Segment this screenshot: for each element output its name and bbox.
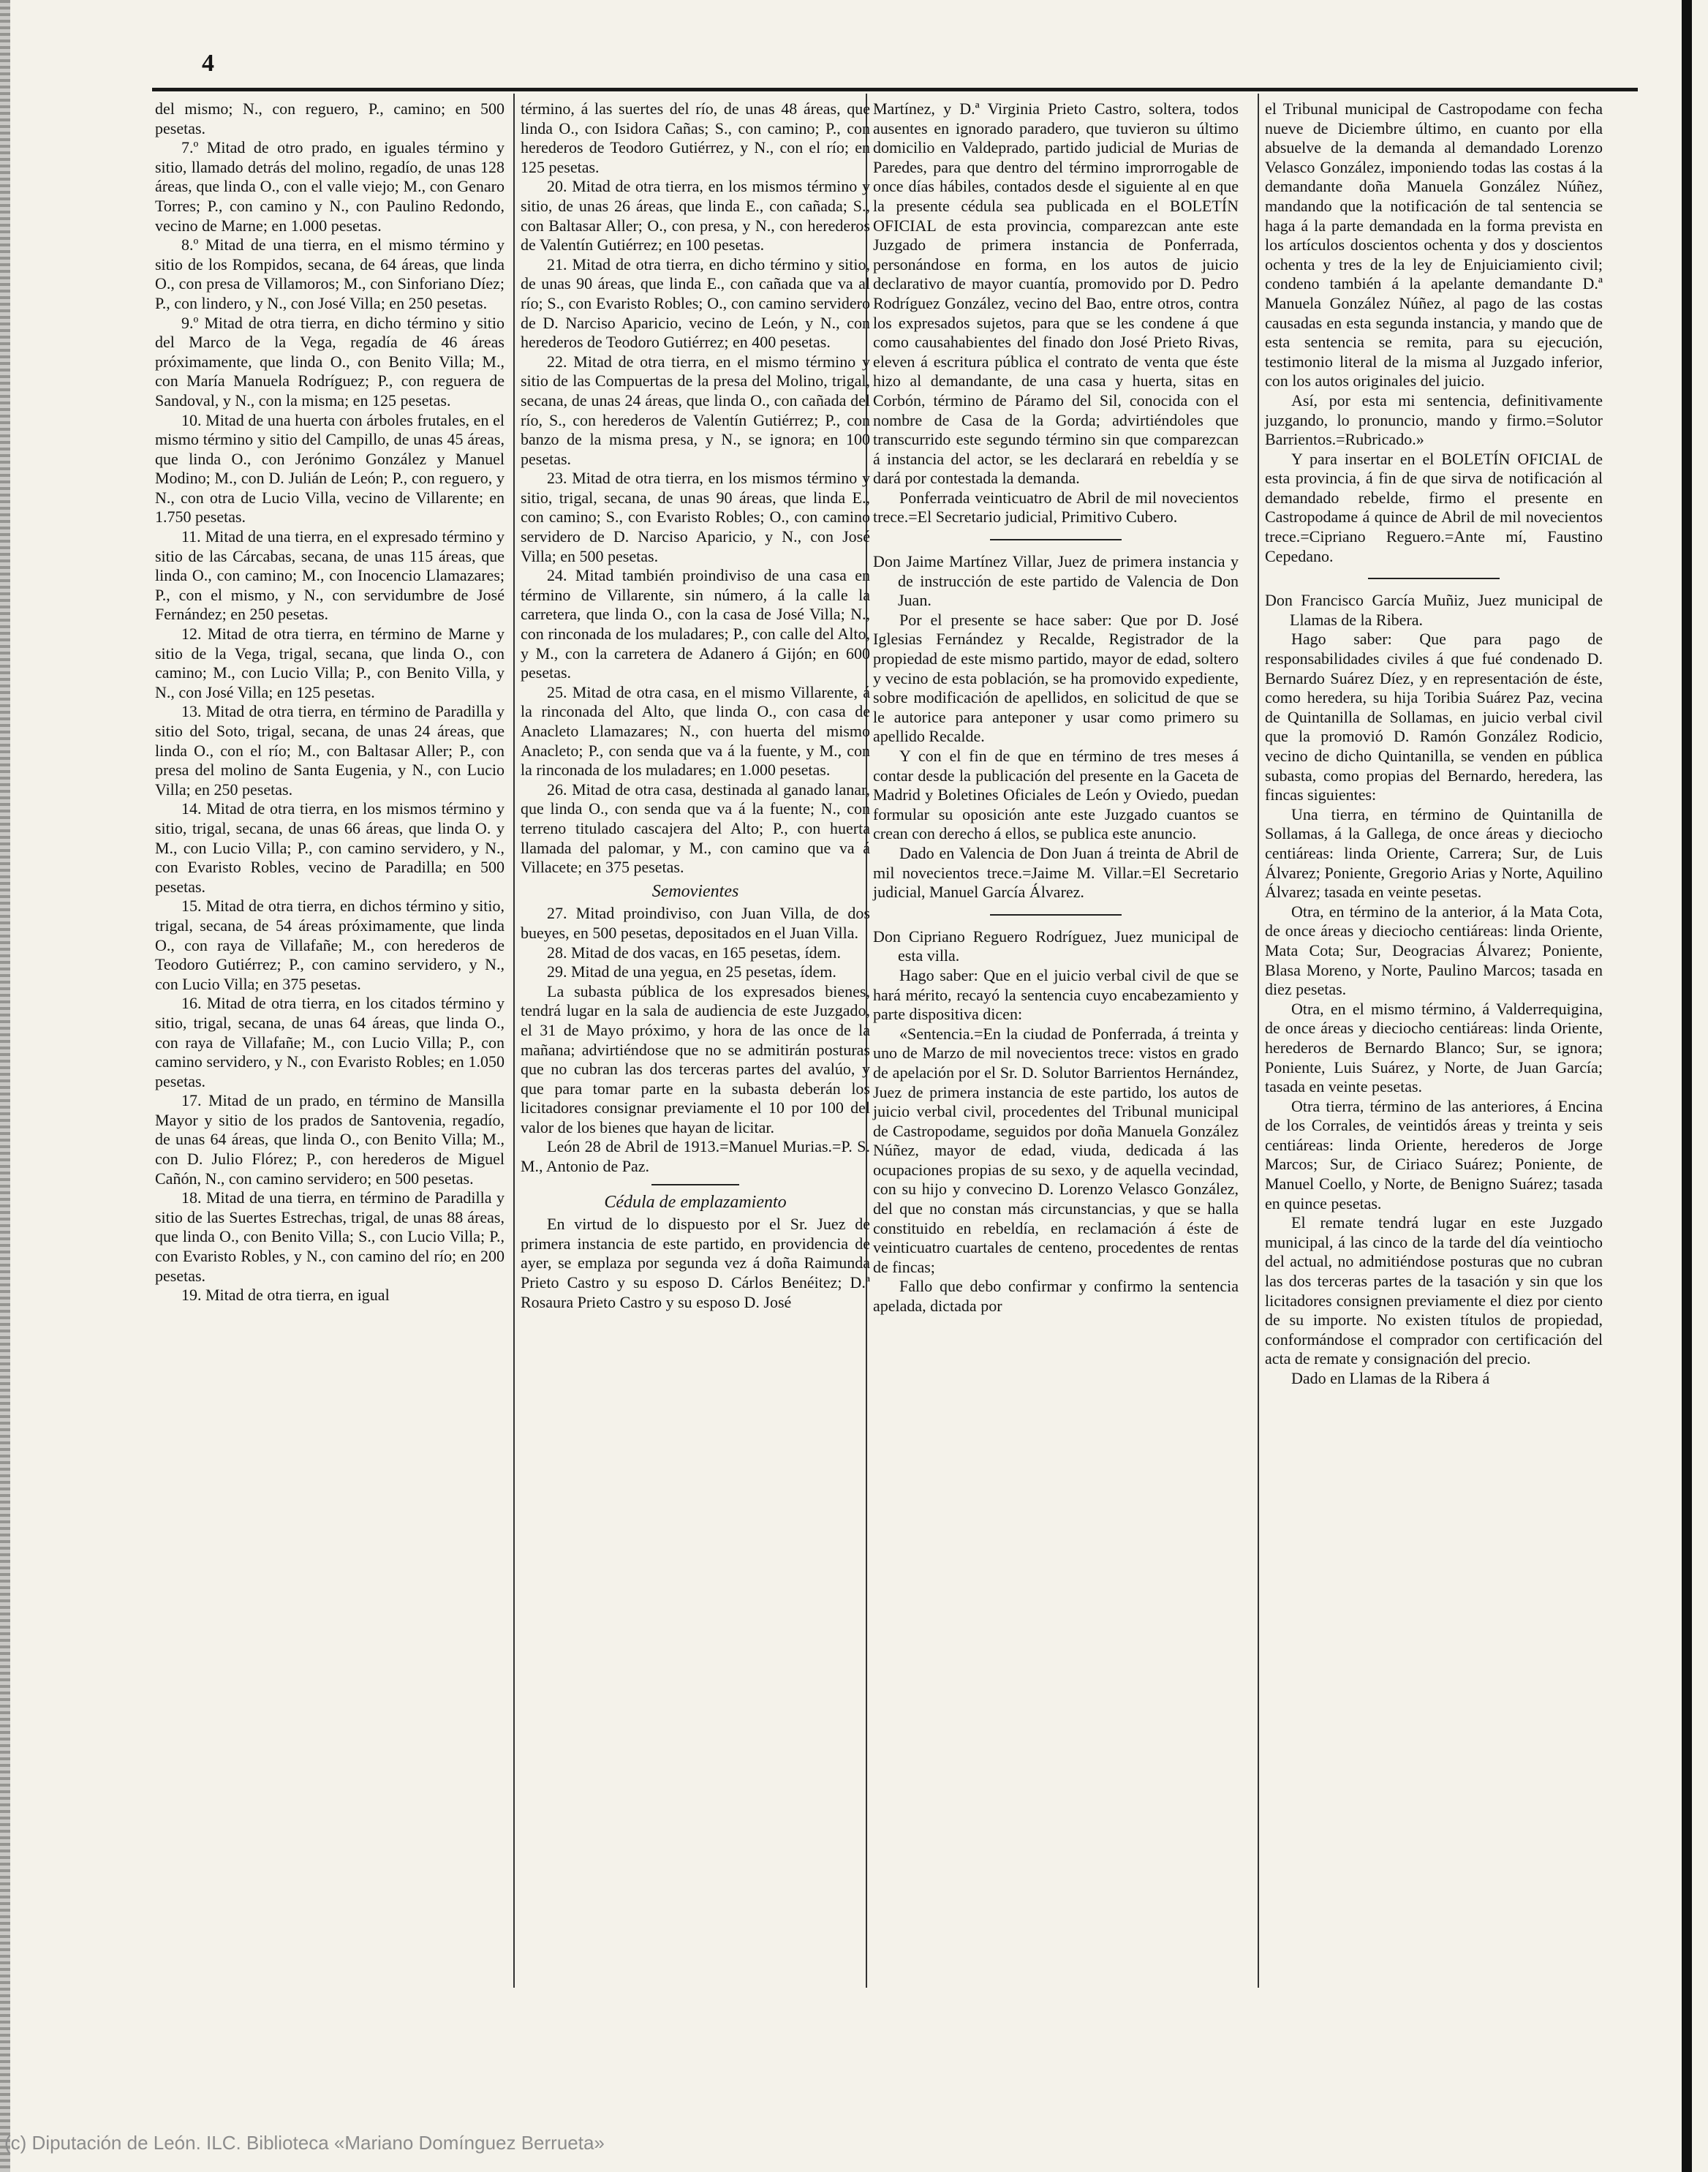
paragraph: 11. Mitad de una tierra, en el expresado término y sitio de las Cárcabas, secana, de unas 115 áreas, que linda O., con camino; M., con Inocencio Llamazares; P., con el mismo, y N., con servidumbre de José Fernández; en 250 pesetas.	[155, 527, 505, 624]
paragraph: 9.º Mitad de otra tierra, en dicho término y sitio del Marco de la Vega, regadía de 46 áreas próximamente, que linda O., con Benito Villa; M., con María Manuela Rodríguez; P., con reguera de Sandoval, y N., con la misma; en 125 pesetas.	[155, 313, 505, 410]
paragraph: Hago saber: Que para pago de responsabilidades civiles á que fué condenado D. Bernardo Suárez Díez, y en representación de éste, como heredera, su hija Toribia Suárez Paz, vecina de Quintanilla de Sollamas, en juicio verbal civil que la promovió D. Ramón González Rodicio, vecino de dicho Quintanilla, se venden en pública subasta, como propias del Bernardo, heredera, las fincas siguientes:	[1265, 630, 1603, 804]
column-4	[1265, 99, 1603, 1389]
signature-paragraph: Y para insertar en el BOLETÍN OFICIAL de esta provincia, á fin de que sirva de notificación al demandado rebelde, firmo el presente en Castropodame á quince de Abril de mil novecientos trece.=Cipriano Reguero.=Ante mí, Faustino Cepedano.	[1265, 449, 1603, 565]
paragraph: Y con el fin de que en término de tres meses á contar desde la publicación del presente en la Gaceta de Madrid y Boletines Oficiales de León y Oviedo, puedan formular su oposición ante este Juzgado cuantos se crean con derecho á ellos, se publica este anuncio.	[873, 747, 1239, 843]
paragraph: el Tribunal municipal de Castropodame con fecha nueve de Diciembre último, en cuanto por ella absuelve de la demanda al demandado Lorenzo Velasco González, imponiendo todas las costas á la demandante doña Manuela González Núñez, mandando que la notificación de tal sentencia se haga á la parte demandada en la forma prevista en los artículos doscientos ochenta y dos y doscientos ochenta y tres de la ley de Enjuiciamiento civil; condeno también á la apelante demandante D.ª Manuela González Núñez, al pago de las costas causadas en esta segunda instancia, y mando que de esta sentencia se remita, para su ejecución, testimonio literal de la misma al Juzgado inferior, con los autos originales del juicio.	[1265, 99, 1603, 391]
column-3	[873, 99, 1239, 1316]
signature-paragraph: León 28 de Abril de 1913.=Manuel Murias.=P. S. M., Antonio de Paz.	[521, 1137, 870, 1176]
paragraph: Otra, en el mismo término, á Valderrequigina, de once áreas y dieciocho centiáreas: linda Oriente, herederos de Bernardo Blanco; Sur, se ignora; Poniente, Luis Suárez, y Norte, de Juan García; tasada en veinte pesetas.	[1265, 999, 1603, 1096]
paragraph: del mismo; N., con reguero, P., camino; en 500 pesetas.	[155, 99, 505, 137]
signature-paragraph: Dado en Valencia de Don Juan á treinta de Abril de mil novecientos trece.=Jaime M. Villar.=El Secretario judicial, Manuel García Álvarez.	[873, 843, 1239, 902]
edict-header: Don Jaime Martínez Villar, Juez de primera instancia y de instrucción de este partido de Valencia de Don Juan.	[873, 552, 1239, 610]
paragraph: 21. Mitad de otra tierra, en dicho término y sitio, de unas 90 áreas, que linda E., con cañada que va al río; S., con Evaristo Robles; O., con camino servidero de D. Narciso Aparicio, vecino de León, y N., con herederos de Teodoro Gutiérrez; en 400 pesetas.	[521, 254, 870, 352]
paragraph: «Sentencia.=En la ciudad de Ponferrada, á treinta y uno de Marzo de mil novecientos trece: vistos en grado de apelación por el Sr. D. Solutor Barrientos Hernández, Juez de primera instancia de este partido, los autos de juicio verbal civil, procedentes del Tribunal municipal de Castropodame, seguidos por doña Manuela González Núñez, mayor de edad, viuda, dedicada á las ocupaciones propias de su sexo, y de aquella vecindad, con su hijo y convecino D. Lorenzo Velasco González, del que no constan más circunstancias, y que se halla constituido en rebeldía, en reclamación á éste de veinticuatro cuartales de centeno, procedentes de rentas de fincas;	[873, 1024, 1239, 1276]
paragraph: 17. Mitad de un prado, en término de Mansilla Mayor y sitio de los prados de Santovenia, regadío, de unas 64 áreas, que linda O., con Benito Villa; M., con D. Julio Flórez; P., con herederos de Miguel Cañón, N., con camino servidero; en 500 pesetas.	[155, 1091, 505, 1188]
section-heading-cedula: Cédula de emplazamiento	[604, 1192, 787, 1212]
separator-rule	[990, 914, 1122, 916]
paragraph: 18. Mitad de una tierra, en término de Paradilla y sitio de las Suertes Estrechas, trigal, de unas 88 áreas, que linda O., con Benito Villa; S., con Lucio Villa; P., con Evaristo Robles, y N., con camino del río; en 200 pesetas.	[155, 1188, 505, 1285]
paragraph: Otra tierra, término de las anteriores, á Encina de los Corrales, de veintidós áreas y treinta y seis centiáreas: linda Oriente, herederos de Jorge Marcos; Sur, de Ciriaco Suárez; Poniente, de Manuel Coello, y Norte, de Benigno Suárez; tasada en quince pesetas.	[1265, 1096, 1603, 1213]
footer-credit: (c) Diputación de León. ILC. Biblioteca «Mariano Domínguez Berrueta»	[4, 2132, 605, 2154]
paragraph: Así, por esta mi sentencia, definitivamente juzgando, lo pronuncio, mando y firmo.=Solutor Barrientos.=Rubricado.»	[1265, 391, 1603, 449]
column-2	[521, 99, 870, 1312]
paragraph: término, á las suertes del río, de unas 48 áreas, que linda O., con Isidora Cañas; S., con camino; P., con herederos de Teodoro Gutiérrez, y N., con el río; en 125 pesetas.	[521, 99, 870, 176]
paragraph: 16. Mitad de otra tierra, en los citados término y sitio, trigal, secana, de unas 64 áreas, que linda O., con raya de Villafañe; M., con Lucio Villa; P., con camino servidero, y N., con Evaristo Robles; en 1.050 pesetas.	[155, 994, 505, 1090]
section-heading-semovientes: Semovientes	[651, 881, 739, 901]
paragraph: 12. Mitad de otra tierra, en término de Marne y sitio de la Vega, trigal, secana, que linda O., con camino; M., con Lucio Villa; P., con Benito Villa, y N., con José Villa; en 125 pesetas.	[155, 625, 505, 701]
paragraph: 24. Mitad también proindiviso de una casa en término de Villarente, sin número, á la calle la carretera, que linda O., con la casa de José Villa; N., con rinconada de los muladares; P., con calle del Alto, y M., con la carretera de Adanero á Gijón; en 600 pesetas.	[521, 566, 870, 682]
separator-rule	[651, 1184, 739, 1185]
paragraph: En virtud de lo dispuesto por el Sr. Juez de primera instancia de este partido, en providencia de ayer, se emplaza por segunda vez á doña Raimunda Prieto Castro y su esposo D. Cárlos Benéitez; D.ª Rosaura Prieto Castro y su esposo D. José	[521, 1215, 870, 1311]
paragraph: 27. Mitad proindiviso, con Juan Villa, de dos bueyes, en 500 pesetas, depositados en el Juan Villa.	[521, 904, 870, 942]
paragraph: Otra, en término de la anterior, á la Mata Cota, de once áreas y dieciocho centiáreas: linda Oriente, Mata Cota; Sur, Deogracias Álvarez; Poniente, Blasa Moreno, y Norte, Paulino Marcos; tasada en diez pesetas.	[1265, 902, 1603, 999]
paragraph: El remate tendrá lugar en este Juzgado municipal, á las cinco de la tarde del día veintiocho del actual, no admitiéndose posturas que no cubran las dos terceras partes de la tasación y sin que los licitadores consignen previamente el diez por ciento de su importe. No existen títulos de propiedad, conformándose el comprador con certificación del acta de remate y consignación del precio.	[1265, 1213, 1603, 1368]
paragraph: Hago saber: Que en el juicio verbal civil de que se hará mérito, recayó la sentencia cuyo encabezamiento y parte dispositiva dicen:	[873, 965, 1239, 1024]
scan-left-edge	[0, 0, 10, 2172]
paragraph: 15. Mitad de otra tierra, en dichos término y sitio, trigal, secana, de 54 áreas próximamente, que linda O., con raya de Villafañe; M., con herederos de Teodoro Gutiérrez; P., con camino servidero, y N., con Lucio Villa; en 375 pesetas.	[155, 897, 505, 993]
paragraph: Una tierra, en término de Quintanilla de Sollamas, á la Gallega, de once áreas y dieciocho centiáreas: linda Oriente, Carrera; Sur, de Luis Álvarez; Poniente, Gregorio Arias y Norte, Aquilino Álvarez; tasada en veinte pesetas.	[1265, 804, 1603, 902]
paragraph: 10. Mitad de una huerta con árboles frutales, en el mismo término y sitio del Campillo, de unas 45 áreas, que linda O., con Jerónimo González y Manuel Modino; M., con D. Julián de León; P., con reguero, y N., con otra de Lucio Villa, vecino de Villarente; en 1.750 pesetas.	[155, 410, 505, 527]
header-rule	[152, 88, 1638, 91]
paragraph: 29. Mitad de una yegua, en 25 pesetas, ídem.	[547, 962, 836, 981]
paragraph: 13. Mitad de otra tierra, en término de Paradilla y sitio del Soto, trigal, secana, de unas 24 áreas, que linda O., con el río; M., con Baltasar Aller; P., con presa del molino de Santa Eugenia, y N., con Lucio Villa; en 250 pesetas.	[155, 702, 505, 799]
page-number: 4	[202, 50, 214, 77]
paragraph: Dado en Llamas de la Ribera á	[1291, 1369, 1490, 1387]
paragraph: La subasta pública de los expresados bienes, tendrá lugar en la sala de audiencia de este Juzgado, el 31 de Mayo próximo, y hora de las once de la mañana; advirtiéndose que no se admitirán posturas que no cubran las dos terceras partes del avalúo, y que para tomar parte en la subasta deberán los licitadores consignar previamente el 10 por 100 del valor de los bienes que hayan de licitar.	[521, 981, 870, 1136]
paragraph: 22. Mitad de otra tierra, en el mismo término y sitio de las Compuertas de la presa del Molino, trigal, secana, de unas 24 áreas, que linda O., con cañada del río, S., con herederos de Valentín Gutiérrez; P., con banzo de la misma presa, y N., se ignora; en 100 pesetas.	[521, 352, 870, 468]
paragraph: Por el presente se hace saber: Que por D. José Iglesias Fernández y Recalde, Registrador de la propiedad de este mismo partido, mayor de edad, soltero y vecino de esta población, se ha promovido expediente, sobre modificación de apellidos, en solicitud de que se le autorice para anteponer y usar como primero su apellido Recalde.	[873, 610, 1239, 746]
column-1	[155, 99, 505, 1305]
paragraph: 26. Mitad de otra casa, destinada al ganado lanar, que linda O., con senda que va á la fuente; N., con terreno titulado cascajera del Alto; P., con huerta llamada del palomar, y M., con camino que va á Villacete; en 375 pesetas.	[521, 780, 870, 877]
column-divider-3	[1258, 94, 1259, 1988]
paragraph: Fallo que debo confirmar y confirmo la sentencia apelada, dictada por	[873, 1277, 1239, 1316]
paragraph: 14. Mitad de otra tierra, en los mismos término y sitio, trigal, secana, de unas 66 áreas, que linda O. y M., con Lucio Villa; P., con camino servidero, y N., con Evaristo Robles, vecino de Paradilla; en 500 pesetas.	[155, 799, 505, 896]
paragraph: 8.º Mitad de una tierra, en el mismo término y sitio de los Rompidos, secana, de 64 áreas, que linda O., con presa de Villamoros; M., con Sinforiano Díez; P., con lindero, y N., con José Villa; en 250 pesetas.	[155, 235, 505, 312]
separator-rule	[1368, 578, 1500, 579]
paragraph: 23. Mitad de otra tierra, en los mismos término y sitio, trigal, secana, de unas 90 áreas, que linda E., con camino; S., con Evaristo Robles; O., con camino servidero de D. Narciso Aparicio, y N., con José Villa; en 500 pesetas.	[521, 469, 870, 565]
separator-rule	[990, 539, 1122, 540]
edict-header: Don Cipriano Reguero Rodríguez, Juez municipal de esta villa.	[873, 927, 1239, 965]
column-divider-1	[513, 94, 515, 1988]
paragraph: 19. Mitad de otra tierra, en igual	[181, 1286, 390, 1305]
scan-binding-edge	[1682, 0, 1692, 2172]
signature-paragraph: Ponferrada veinticuatro de Abril de mil novecientos trece.=El Secretario judicial, Primitivo Cubero.	[873, 488, 1239, 527]
paragraph: 20. Mitad de otra tierra, en los mismos término y sitio, de unas 26 áreas, que linda E., con cañada; S., con Baltasar Aller; O., con presa, y N., con herederos de Valentín Gutiérrez; en 100 pesetas.	[521, 177, 870, 254]
paragraph: 28. Mitad de dos vacas, en 165 pesetas, ídem.	[547, 943, 842, 962]
paragraph: 7.º Mitad de otro prado, en iguales término y sitio, llamado detrás del molino, regadío, de unas 128 áreas, que linda O., con el valle viejo; M., con Genaro Torres; P., con camino y N., con Paulino Redondo, vecino de Marne; en 1.000 pesetas.	[155, 138, 505, 235]
paragraph: Martínez, y D.ª Virginia Prieto Castro, soltera, todos ausentes en ignorado paradero, que tuvieron su último domicilio en Valdeprado, partido judicial de Murias de Paredes, para que dentro del término improrrogable de once días hábiles, contados desde el siguiente al en que la presente cédula sea publicada en el BOLETÍN OFICIAL de esta provincia, comparezcan ante este Juzgado de primera instancia de Ponferrada, personándose en forma, en los autos de juicio declarativo de mayor cuantía, promovido por D. Pedro Rodríguez González, vecino del Bao, entre otros, contra los expresados sujetos, para que se les condene á que como causahabientes del finado don José Prieto Rivas, eleven á escritura pública el contrato de venta que éste hizo al demandante, de una casa y huerta, sitas en Corbón, término de Páramo del Sil, conocida con el nombre de Casa de la Gorda; advirtiéndoles que transcurrido este segundo término sin que comparezcan á instancia del actor, se les declarará en rebeldía y se dará por contestada la demanda.	[873, 99, 1239, 488]
paragraph: 25. Mitad de otra casa, en el mismo Villarente, á la rinconada del Alto, que linda O., con casa de Anacleto Llamazares; N., con huerta del mismo Anacleto; P., con senda que va á la fuente, y M., con la rinconada de los muladares; en 1.000 pesetas.	[521, 682, 870, 780]
edict-header: Don Francisco García Muñiz, Juez municipal de Llamas de la Ribera.	[1265, 591, 1603, 629]
